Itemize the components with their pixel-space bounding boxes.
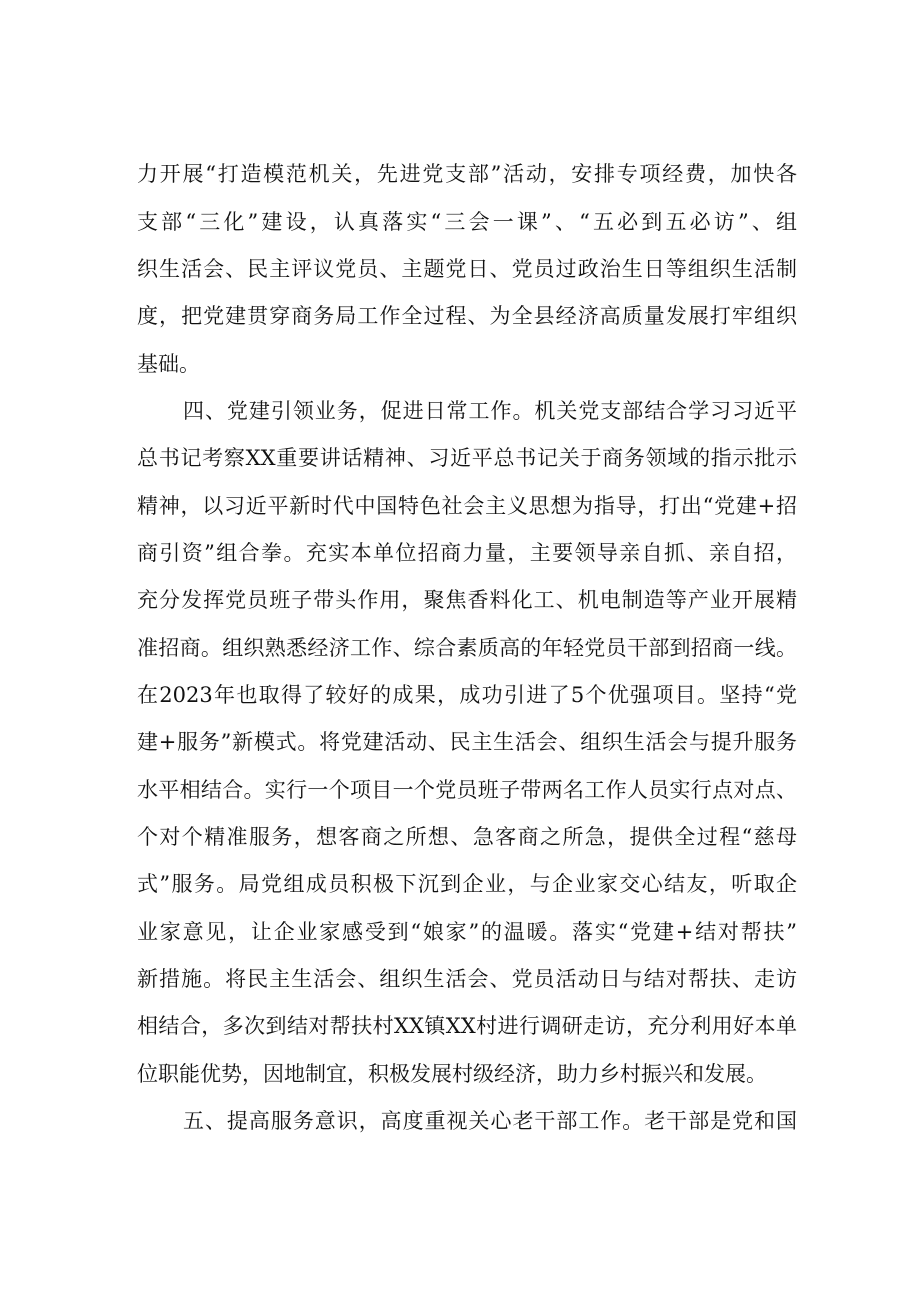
text-line: 相结合，多次到结对帮扶村XX镇XX村进行调研走访，充分利用好本单 [137, 1014, 797, 1038]
text-line: 精神，以习近平新时代中国特色社会主义思想为指导，打出“党建+招 [137, 494, 797, 518]
text-line: 度，把党建贯穿商务局工作全过程、为全县经济高质量发展打牢组织 [137, 304, 797, 328]
text-line: 式”服务。局党组成员积极下沉到企业，与企业家交心结友，听取企 [137, 872, 797, 896]
text-line: 准招商。组织熟悉经济工作、综合素质高的年轻党员干部到招商一线。 [137, 636, 797, 660]
text-line: 业家意见，让企业家感受到“娘家”的温暖。落实“党建+结对帮扶” [137, 920, 797, 944]
text-line: 新措施。将民主生活会、组织生活会、党员活动日与结对帮扶、走访 [137, 967, 797, 991]
text-line: 织生活会、民主评议党员、主题党日、党员过政治生日等组织生活制 [137, 257, 797, 281]
paragraph-heading-line: 四、党建引领业务，促进日常工作。机关党支部结合学习习近平 [183, 399, 797, 423]
text-line: 位职能优势，因地制宜，积极发展村级经济，助力乡村振兴和发展。 [137, 1062, 767, 1086]
text-line: 在2023年也取得了较好的成果，成功引进了5个优强项目。坚持“党 [137, 683, 797, 707]
text-line: 商引资”组合拳。充实本单位招商力量，主要领导亲自抓、亲自招， [137, 541, 797, 565]
text-line: 支部“三化”建设，认真落实“三会一课”、“五必到五必访”、组 [137, 210, 797, 234]
text-line: 水平相结合。实行一个项目一个党员班子带两名工作人员实行点对点、 [137, 778, 797, 802]
text-line: 力开展“打造模范机关，先进党支部”活动，安排专项经费，加快各 [137, 162, 797, 186]
text-line: 个对个精准服务，想客商之所想、急客商之所急，提供全过程“慈母 [137, 825, 797, 849]
text-line: 基础。 [137, 352, 200, 376]
text-line: 总书记考察XX重要讲话精神、习近平总书记关于商务领域的指示批示 [137, 446, 797, 470]
text-line: 充分发挥党员班子带头作用，聚焦香料化工、机电制造等产业开展精 [137, 588, 797, 612]
text-line: 建+服务”新模式。将党建活动、民主生活会、组织生活会与提升服务 [137, 730, 797, 754]
paragraph-heading-line: 五、提高服务意识，高度重视关心老干部工作。老干部是党和国 [183, 1109, 797, 1133]
